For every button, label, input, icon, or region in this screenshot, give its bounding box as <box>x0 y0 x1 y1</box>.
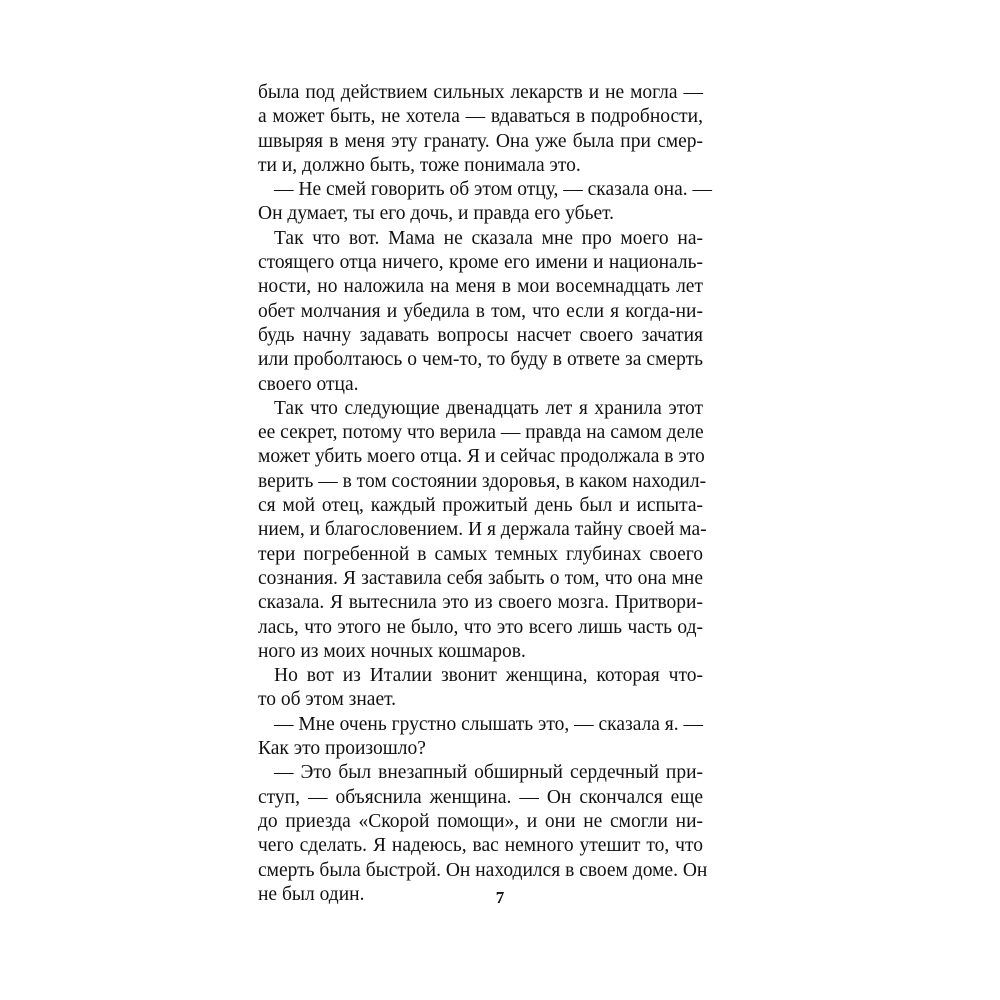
text-line: Как это произошло? <box>258 738 426 760</box>
text-line: до приезда «Скорой помощи», и они не смогли ни- <box>258 810 703 832</box>
text-line: ее секрет, потому что верила — правда на самом деле <box>258 422 704 444</box>
text-line: может убить моего отца. Я и сейчас продолжала в это <box>258 446 705 468</box>
text-line: ти и, должно быть, тоже понимала это. <box>258 154 581 176</box>
text-line: лась, что этого не было, что это всего лишь часть од- <box>258 616 703 638</box>
text-line: была под действием сильных лекарств и не могла — <box>258 82 703 103</box>
text-line: — Это был внезапный обширный сердечный при- <box>274 762 703 784</box>
body-text <box>258 81 713 907</box>
text-line: Так что следующие двенадцать лет я хранила этот <box>274 397 703 419</box>
text-line: стоящего отца ничего, кроме его имени и националь- <box>258 252 703 274</box>
text-line: Но вот из Италии звонит женщина, которая что- <box>274 665 703 687</box>
text-line: обет молчания и убедила в том, что если я когда-ни- <box>258 300 703 322</box>
text-line: тери погребенной в самых темных глубинах своего <box>258 543 703 565</box>
text-line: Так что вот. Мама не сказала мне про моего на- <box>274 227 703 249</box>
text-line: верить — в том состоянии здоровья, в каком находил- <box>258 470 707 492</box>
text-line: ступ, — объяснила женщина. — Он скончался еще <box>258 786 703 808</box>
text-line: — Мне очень грустно слышать это, — сказала я. — <box>274 713 704 735</box>
text-line: ности, но наложила на меня в мои восемнадцать лет <box>258 276 703 298</box>
text-line: или проболтаюсь о чем-то, то буду в ответе за смерть <box>258 349 703 371</box>
page-number: 7 <box>495 888 505 907</box>
text-line: нием, и благословением. И я держала тайну своей ма- <box>258 519 707 541</box>
text-line: ного из моих ночных кошмаров. <box>258 640 526 662</box>
text-line: сказала. Я вытеснила это из своего мозга. Притвори- <box>258 592 703 614</box>
text-line: чего сделать. Я надеюсь, вас немного утешит то, что <box>258 835 703 857</box>
text-line: сознания. Я заставила себя забыть о том, что она мне <box>258 567 703 589</box>
text-line: то об этом знает. <box>258 689 397 711</box>
text-line: — Не смей говорить об этом отцу, — сказала она. — <box>274 179 713 201</box>
text-line: швыряя в меня эту гранату. Она уже была при смер- <box>258 130 703 152</box>
text-line: смерть была быстрой. Он находился в своем доме. Он <box>258 859 708 881</box>
text-line: будь начну задавать вопросы насчет своего зачатия <box>258 324 703 346</box>
text-line: своего отца. <box>258 373 359 395</box>
text-line: а может быть, не хотела — вдаваться в подробности, <box>258 106 703 128</box>
text-line: Он думает, ты его дочь, и правда его убьет. <box>258 203 615 225</box>
text-line: ся мой отец, каждый прожитый день был и испыта- <box>258 495 703 517</box>
text-line: не был один. <box>258 883 365 905</box>
